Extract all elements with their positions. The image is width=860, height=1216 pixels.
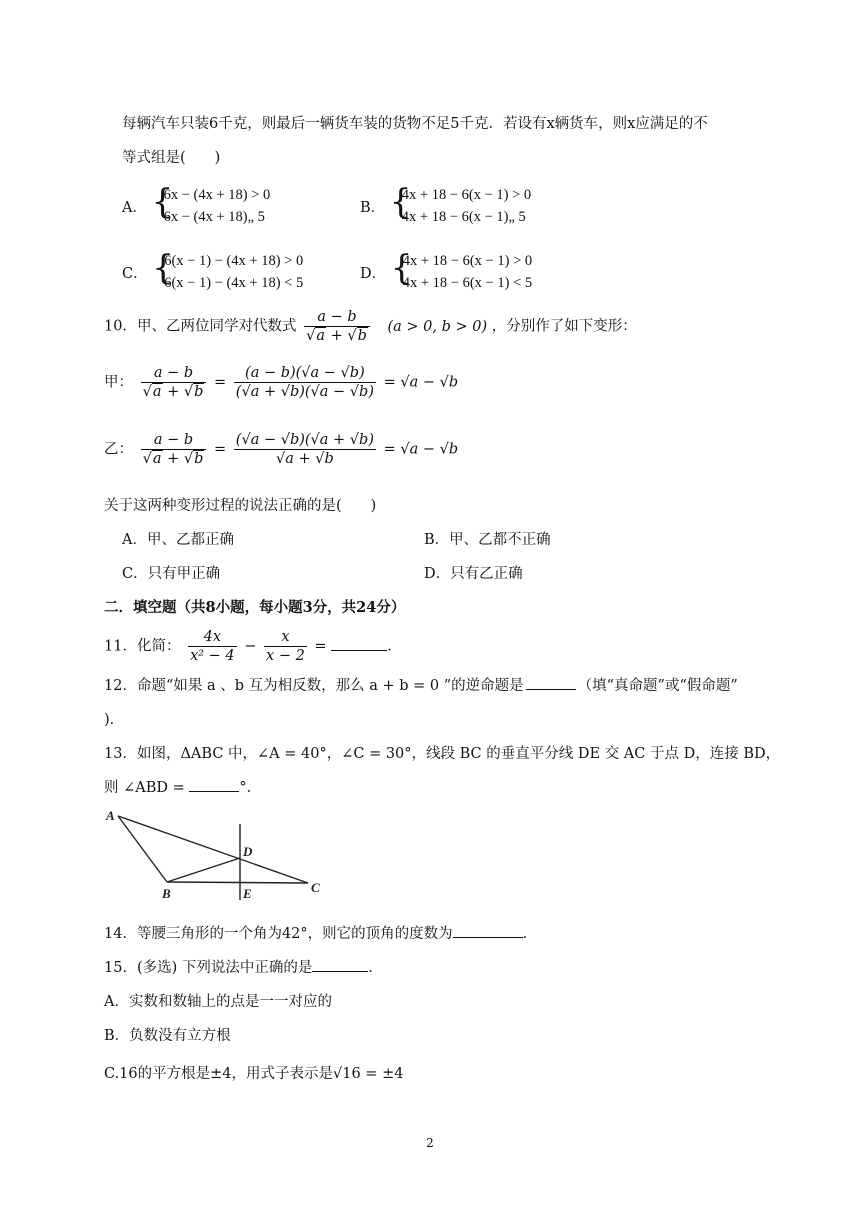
q10-question: 关于这两种变形过程的说法正确的是( ) <box>104 498 377 514</box>
label-e: E <box>243 886 252 901</box>
fraction-numerator: a − b <box>141 365 207 383</box>
jia-label: 甲： <box>104 374 133 391</box>
page-number: 2 <box>426 1136 434 1150</box>
q10-option-d[interactable]: D．只有乙正确 <box>424 566 523 582</box>
inequality-row: 6x − (4x + 18)„ 5 <box>163 209 265 225</box>
option-label: B． <box>360 199 386 216</box>
inequality-row: 6(x − 1) − (4x + 18) < 5 <box>164 275 304 291</box>
radicand: a <box>316 328 325 344</box>
radicand: b <box>357 328 367 344</box>
fraction-numerator: a − b <box>304 309 370 327</box>
equals-sign: = <box>314 638 327 655</box>
triangle-figure <box>100 802 340 902</box>
fraction <box>264 629 307 664</box>
q13-line1: 13．如图，ΔABC 中，∠A = 40°，∠C = 30°，线段 BC 的垂直平分线 DE 交 AC 于点 D，连接 BD， <box>104 746 781 762</box>
q15-end: ． <box>368 960 383 976</box>
q14-line <box>104 922 537 943</box>
fraction-denominator: √a + √b <box>142 384 204 400</box>
q10-intro <box>104 309 637 344</box>
q10-expression <box>304 309 370 344</box>
q10-option-c[interactable]: C．只有甲正确 <box>122 566 221 582</box>
fraction-numerator: (a − b)(√a − √b) <box>234 365 376 383</box>
q15-item-b[interactable]: B．负数没有立方根 <box>104 1028 231 1044</box>
segment-bd <box>167 858 240 882</box>
inequality-row: 6x − (4x + 18) > 0 <box>163 187 271 203</box>
inequality-row: 4x + 18 − 6(x − 1) > 0 <box>402 253 533 269</box>
q10-result: = √a − √b <box>383 374 459 391</box>
q15-answer-blank[interactable] <box>312 957 368 972</box>
q10-intro-suffix: ，分别作了如下变形： <box>491 318 637 335</box>
q12-line2: )． <box>104 712 125 728</box>
inequality-row: 6(x − 1) − (4x + 18) > 0 <box>164 253 304 269</box>
inequality-system <box>152 184 271 228</box>
q13-suffix: °． <box>239 780 262 796</box>
fraction <box>188 629 237 664</box>
inequality-row: 4x + 18 − 6(x − 1) < 5 <box>402 275 533 291</box>
fraction <box>234 432 376 467</box>
q9-option-a[interactable] <box>122 184 270 228</box>
option-label: C． <box>122 265 148 282</box>
radicand: b <box>194 451 204 467</box>
label-c: C <box>311 880 320 895</box>
option-label: A． <box>122 199 147 216</box>
q13-prefix: 则 ∠ABD = <box>104 780 185 796</box>
fraction <box>141 365 207 400</box>
q14-end: ． <box>522 926 538 942</box>
q11-prefix: 11．化简： <box>104 638 181 655</box>
fraction-denominator: √a + √b <box>276 451 334 467</box>
fraction-numerator: 4x <box>188 629 237 647</box>
segment-bc <box>167 882 308 883</box>
inequality-system <box>152 250 303 294</box>
fraction-denominator: x² − 4 <box>190 648 235 664</box>
q10-option-b[interactable]: B．甲、乙都不正确 <box>424 532 551 548</box>
minus-sign: − <box>244 638 257 655</box>
q10-jia-derivation: 甲： $\frac{a - b}{√a + √b}$ = $\frac{(a - b)(√a - √b)}{(√a + √b)(√a - √b)}$ = √a − √b <box>104 365 459 400</box>
q11-end: ． <box>387 638 402 655</box>
radicand: a <box>152 384 162 400</box>
brace-icon: { <box>151 182 174 222</box>
radicand: a <box>152 451 162 467</box>
inequality-system <box>390 184 531 228</box>
q15-item-a[interactable]: A．实数和数轴上的点是一一对应的 <box>104 994 332 1010</box>
label-b: B <box>162 886 171 901</box>
q15-item-c[interactable]: C.16的平方根是±4，用式子表示是√16 = ±4 <box>104 1066 404 1082</box>
fraction-denominator: √a + √b <box>142 451 204 467</box>
q13-line2 <box>104 776 261 797</box>
q15-text: 15．(多选) 下列说法中正确的是 <box>104 960 313 976</box>
inequality-row: 4x + 18 − 6(x − 1)„ 5 <box>401 209 526 225</box>
segment-ac <box>118 816 308 883</box>
brace-icon: { <box>152 248 174 288</box>
q14-text: 14．等腰三角形的一个角为42°，则它的顶角的度数为 <box>104 926 453 942</box>
q9-text-line2: 等式组是( ) <box>122 150 221 166</box>
q11-line <box>104 629 402 664</box>
brace-icon: { <box>389 182 412 222</box>
q10-result: = √a − √b <box>383 441 459 458</box>
inequality-row: 4x + 18 − 6(x − 1) > 0 <box>401 187 532 203</box>
q11-answer-blank[interactable] <box>331 636 387 651</box>
q9-text-line1: 每辆汽车只装6千克，则最后一辆货车装的货物不足5千克．若设有x辆货车，则x应满足的不 <box>122 116 708 132</box>
q10-option-a[interactable]: A．甲、乙都正确 <box>122 532 234 548</box>
q12-line1 <box>104 674 738 695</box>
fraction-denominator: (√a + √b)(√a − √b) <box>235 384 374 400</box>
q12-text-end: （填“真命题”或“假命题” <box>577 678 738 694</box>
label-a: A <box>106 808 115 823</box>
q12-answer-blank[interactable] <box>526 675 576 690</box>
radicand: b <box>194 384 204 400</box>
q10-yi-derivation: 乙： $\frac{a - b}{√a + √b}$ = $\frac{(√a - √b)(√a + √b)}{√a + √b}$ = √a − √b <box>104 432 459 467</box>
inequality-system <box>391 250 532 294</box>
brace-icon: { <box>390 248 413 288</box>
section-title: 二．填空题（共8小题，每小题3分，共24分） <box>104 599 406 616</box>
fraction-numerator: a − b <box>141 432 207 450</box>
fraction-numerator: x <box>264 629 307 647</box>
segment-ab <box>118 816 167 882</box>
q9-option-b[interactable] <box>360 184 531 228</box>
fraction-denominator: x − 2 <box>266 648 305 664</box>
fraction-denominator: √a + √b <box>306 328 367 344</box>
q9-option-d[interactable] <box>360 250 532 294</box>
q9-option-c[interactable] <box>122 250 303 294</box>
fraction <box>141 432 207 467</box>
yi-label: 乙： <box>104 441 133 458</box>
q15-line <box>104 956 383 977</box>
fraction-numerator: (√a − √b)(√a + √b) <box>235 432 374 448</box>
q12-text: 12．命题“如果 a 、b 互为相反数，那么 a + b = 0 ”的逆命题是 <box>104 678 524 694</box>
q13-answer-blank[interactable] <box>189 777 239 792</box>
q10-intro-prefix: 10．甲、乙两位同学对代数式 <box>104 318 297 335</box>
q14-answer-blank[interactable] <box>453 923 523 938</box>
option-label: D． <box>360 265 387 282</box>
label-d: D <box>243 844 253 859</box>
q10-condition: (a > 0, b > 0) <box>387 318 488 335</box>
fraction <box>234 365 376 400</box>
